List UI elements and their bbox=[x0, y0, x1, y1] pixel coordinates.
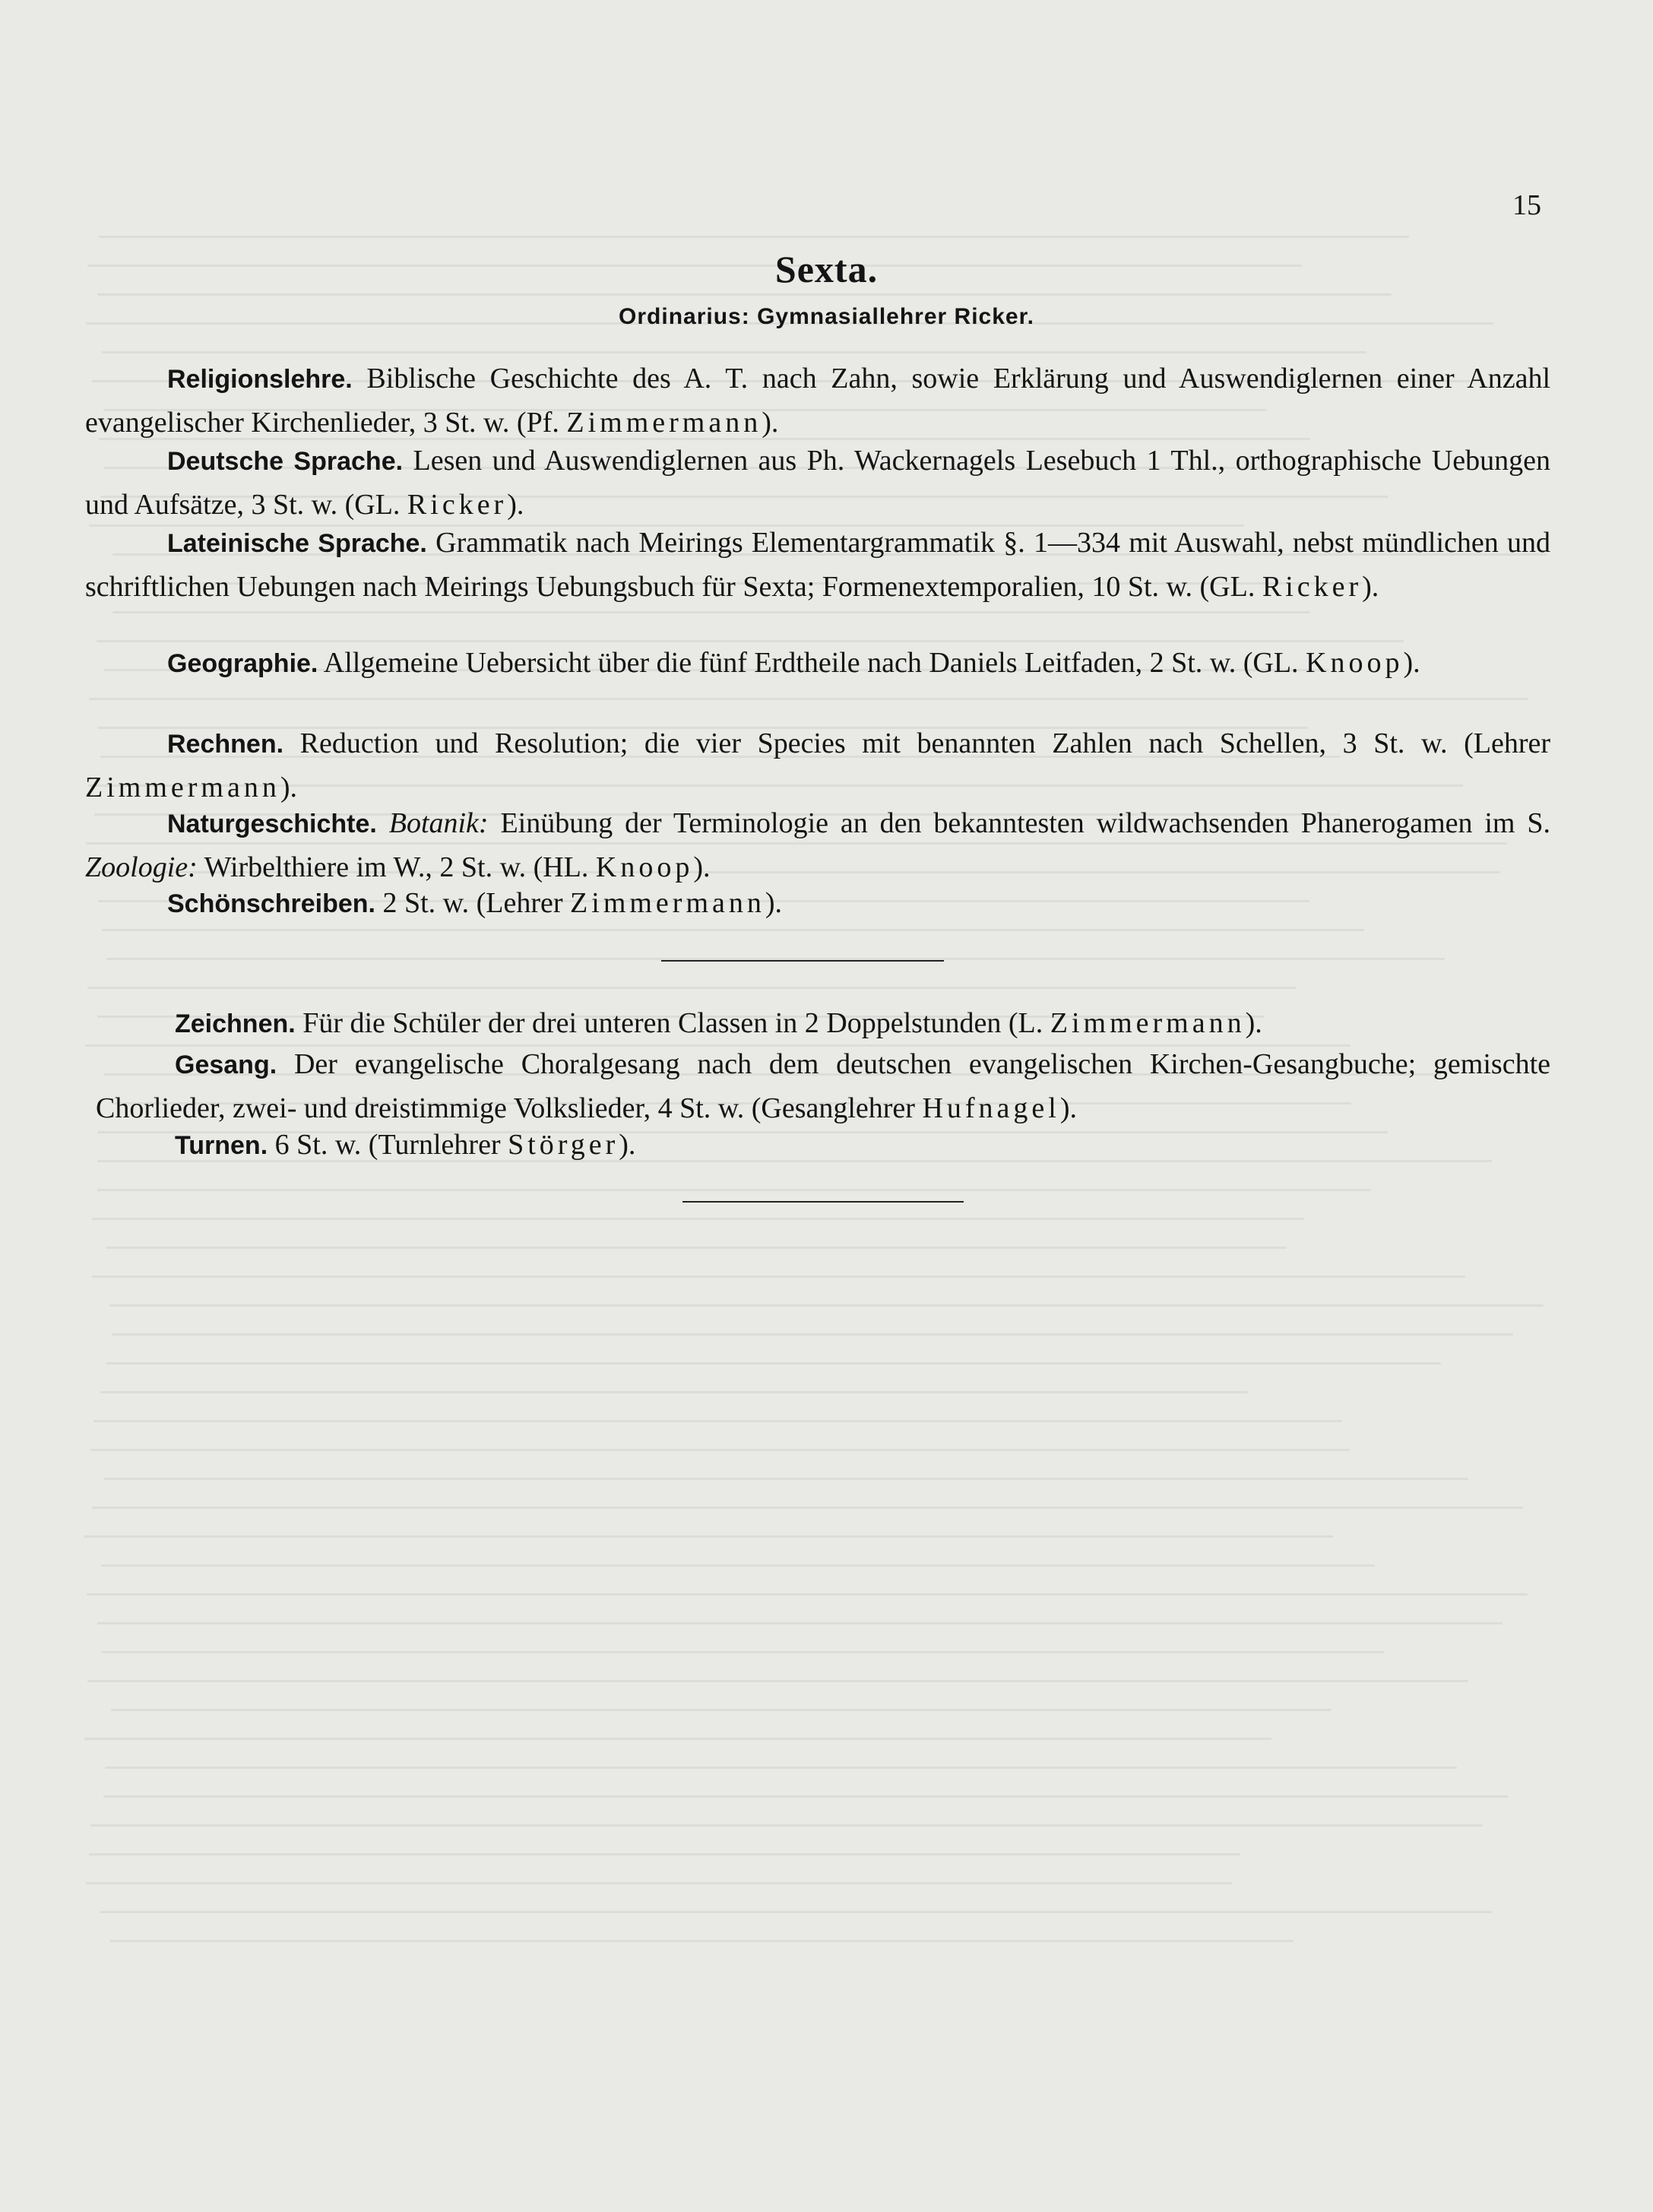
section-text: Reduction und Resolution; die vier Species mit benannten Zahlen nach Schellen, 3 St. w. (Lehrer bbox=[299, 727, 1551, 759]
bleed-line bbox=[89, 698, 1528, 700]
bleed-line bbox=[99, 236, 1409, 238]
bleed-line bbox=[102, 929, 1364, 931]
section-text: Für die Schüler der drei unteren Classen in 2 Doppelstunden (L. bbox=[302, 1007, 1050, 1039]
bleed-line bbox=[93, 1420, 1342, 1422]
section-tail: ). bbox=[1362, 571, 1379, 603]
section-heading: Naturgeschichte. bbox=[167, 810, 377, 838]
section-zeichnen bbox=[96, 1002, 1550, 1046]
section-religionslehre bbox=[85, 357, 1550, 445]
bleed-line bbox=[97, 1189, 1371, 1191]
bleed-line bbox=[87, 1593, 1528, 1596]
divider-rule bbox=[661, 960, 944, 962]
bleed-line bbox=[89, 1853, 1240, 1855]
section-text: 2 St. w. (Lehrer bbox=[382, 887, 571, 919]
teacher-name: Ricker bbox=[407, 489, 508, 521]
section-geographie bbox=[85, 642, 1550, 686]
section-heading: Zeichnen. bbox=[175, 1009, 296, 1038]
teacher-name: Zimmermann bbox=[566, 407, 762, 439]
bleed-line bbox=[92, 1218, 1304, 1220]
teacher-name: Knoop bbox=[595, 851, 694, 883]
teacher-name: Zimmermann bbox=[570, 887, 765, 919]
teacher-name: Ricker bbox=[1262, 571, 1363, 603]
section-tail: ). bbox=[619, 1129, 636, 1161]
section-tail: ). bbox=[765, 887, 783, 919]
section-tail: ). bbox=[1403, 647, 1420, 679]
section-heading: Schönschreiben. bbox=[167, 889, 375, 918]
section-heading: Gesang. bbox=[175, 1051, 277, 1079]
section-tail: ). bbox=[762, 407, 779, 439]
section-text: Grammatik nach Meirings Elementargrammatik §. 1—334 mit Auswahl, nebst mündlichen und schriftlichen Uebungen nach Meirings Uebungsbuch für Sexta; Formenextemporalien, 10 St. w. (GL. bbox=[85, 527, 1550, 603]
bleed-line bbox=[109, 1304, 1544, 1307]
teacher-name: Hufnagel bbox=[922, 1092, 1060, 1124]
section-tail: ). bbox=[1245, 1007, 1262, 1039]
section-text: Lesen und Auswendiglernen aus Ph. Wackernagels Lesebuch 1 Thl., orthographische Uebungen und Aufsätze, 3 St. w. (GL. bbox=[85, 445, 1551, 521]
section-lateinische-sprache bbox=[85, 521, 1550, 609]
teacher-name: Zimmermann bbox=[1050, 1007, 1246, 1039]
bleed-line bbox=[103, 1795, 1508, 1798]
section-text: Einübung der Terminologie an den bekanntesten wildwachsenden Phanerogamen im S. bbox=[500, 807, 1550, 839]
section-italic-term: Botanik: bbox=[388, 807, 489, 839]
bleed-line bbox=[97, 293, 1392, 296]
section-text: Wirbelthiere im W., 2 St. w. (HL. bbox=[204, 851, 596, 883]
bleed-line bbox=[92, 1507, 1523, 1509]
bleed-line bbox=[105, 1767, 1457, 1769]
section-heading: Turnen. bbox=[175, 1131, 268, 1160]
section-text: Der evangelische Choralgesang nach dem deutschen evangelischen Kirchen-Gesangbuche; gemischte Chorlieder, zwei- und dreistimmige Volkslieder, 4 St. w. (Gesanglehrer bbox=[96, 1048, 1550, 1124]
teacher-name: Knoop bbox=[1306, 647, 1404, 679]
section-text: Biblische Geschichte des A. T. nach Zahn, sowie Erklärung und Auswendiglernen einer Anzahl evangelischer Kirchenlieder, 3 St. w. (Pf. bbox=[85, 363, 1551, 439]
section-gesang bbox=[96, 1043, 1550, 1130]
bleed-line bbox=[90, 1824, 1483, 1827]
bleed-line bbox=[102, 351, 1366, 353]
section-rechnen bbox=[85, 722, 1550, 810]
section-text: Allgemeine Uebersicht über die fünf Erdtheile nach Daniels Leitfaden, 2 St. w. (GL. bbox=[323, 647, 1306, 679]
bleed-line bbox=[100, 1391, 1248, 1393]
section-naturgeschichte bbox=[85, 802, 1550, 889]
bleed-line bbox=[104, 1478, 1468, 1480]
teacher-name: Störger bbox=[508, 1129, 619, 1161]
bleed-line bbox=[101, 1651, 1384, 1653]
bleed-line bbox=[109, 1940, 1294, 1942]
bleed-line bbox=[90, 1449, 1350, 1451]
section-heading: Geographie. bbox=[167, 649, 318, 678]
section-heading: Lateinische Sprache. bbox=[167, 529, 427, 558]
bleed-line bbox=[87, 1680, 1468, 1682]
bleed-line bbox=[84, 1738, 1271, 1740]
section-tail: ). bbox=[1059, 1092, 1077, 1124]
bleed-line bbox=[106, 1362, 1441, 1364]
bleed-line bbox=[112, 1333, 1513, 1336]
section-heading: Rechnen. bbox=[167, 730, 284, 759]
bleed-line bbox=[92, 1276, 1465, 1278]
page-title: Sexta. bbox=[774, 248, 879, 290]
section-heading: Deutsche Sprache. bbox=[167, 447, 404, 476]
bleed-line bbox=[106, 1247, 1287, 1249]
section-text: 6 St. w. (Turnlehrer bbox=[274, 1129, 508, 1161]
section-tail: ). bbox=[693, 851, 711, 883]
bleed-line bbox=[100, 1911, 1492, 1913]
bleed-line bbox=[87, 987, 1296, 989]
bleed-line bbox=[84, 1535, 1333, 1538]
section-deutsche-sprache bbox=[85, 439, 1550, 527]
section-turnen bbox=[96, 1123, 1550, 1168]
divider-rule bbox=[682, 1201, 964, 1203]
section-heading: Religionslehre. bbox=[167, 365, 353, 394]
ordinarius-line: Ordinarius: Gymnasiallehrer Ricker. bbox=[619, 304, 1034, 329]
bleed-line bbox=[86, 1882, 1232, 1884]
bleed-line bbox=[97, 1622, 1503, 1624]
bleed-line bbox=[112, 611, 1310, 613]
teacher-name: Zimmermann bbox=[85, 772, 280, 803]
section-italic-term: Zoologie: bbox=[85, 851, 198, 883]
section-tail: ). bbox=[280, 772, 297, 803]
section-schoenschreiben bbox=[85, 882, 1550, 926]
bleed-line bbox=[111, 1709, 1332, 1711]
section-tail: ). bbox=[507, 489, 524, 521]
page-number: 15 bbox=[1512, 189, 1541, 221]
bleed-line bbox=[101, 1564, 1375, 1567]
